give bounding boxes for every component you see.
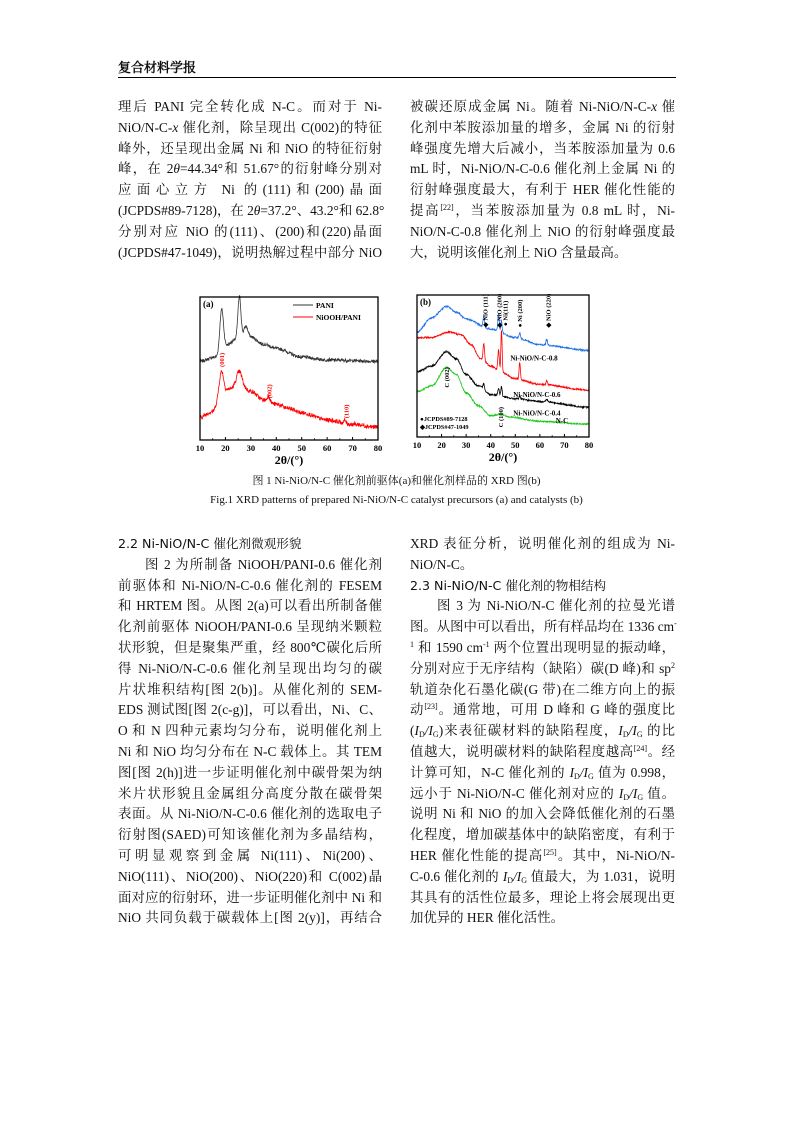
journal-header: 复合材料学报: [118, 61, 197, 76]
legend-label: NiOOH/PANI: [316, 313, 361, 322]
paragraph-line: 理后 PANI 完全转化成 N-C。而对于 Ni-: [118, 99, 382, 114]
paragraph-line: 被碳还原成金属 Ni。随着 Ni-NiO/N-C-x 催: [410, 99, 675, 114]
paragraph-line: 值越大，说明碳材料的缺陷程度越高[24]。经: [410, 744, 676, 759]
paragraph-line: XRD 表征分析，说明催化剂的组成为 Ni-: [410, 536, 675, 551]
paragraph-line: 动[23]。通常地，可用 D 峰和 G 峰的强度比: [410, 702, 675, 718]
x-tick-label: 10: [195, 443, 205, 453]
series-label: Ni-NiO/N-C-0.8: [510, 354, 558, 363]
paragraph-line: 大，说明该催化剂上 NiO 含量最高。: [410, 244, 628, 260]
peak-marker: ●: [502, 320, 510, 327]
paragraph-line: 图 3 为 Ni-NiO/N-C 催化剂的拉曼光谱: [437, 598, 675, 614]
italic-symbol: x: [172, 119, 179, 135]
superscript: [24]: [633, 744, 648, 753]
subscript: D: [623, 792, 630, 802]
italic-symbol: θ: [173, 161, 180, 177]
x-tick-label: 30: [461, 440, 471, 450]
peak-label: NiO (200): [496, 293, 504, 321]
legend-text: JCPDS#89-7128: [423, 416, 468, 423]
legend-marker: ●: [420, 416, 424, 423]
legend-entry: [420, 416, 468, 423]
subscript: G: [637, 792, 644, 802]
paragraph-line: 峰，在 2θ=44.34°和 51.67°的衍射峰分别对: [118, 161, 382, 177]
superscript: [22]: [440, 203, 454, 212]
section-heading-2-3: 2.3 Ni-NiO/N-C 催化剂的物相结构: [410, 577, 607, 593]
paragraph-line: 说明 Ni 和 NiO 的加入会降低催化剂的石墨: [410, 806, 675, 822]
paragraph-line: O 和 N 四种元素均匀分布，说明催化剂上: [118, 723, 382, 739]
paragraph-line: 图[图 2(h)]进一步证明催化剂中碳骨架为纳: [118, 764, 382, 780]
figure-caption-en: Fig.1 XRD patterns of prepared Ni-NiO/N-C catalyst precursors (a) and catalysts (b): [210, 494, 583, 506]
paragraph-line: 化剂前驱体 NiOOH/PANI-0.6 呈现纳米颗粒: [118, 619, 382, 635]
paragraph-line: (JCPDS#89-7128)，在 2θ=37.2°、43.2°和 62.8°: [118, 203, 385, 218]
paragraph-line: NiO/N-C-x 催化剂，除呈现出 C(002)的特征: [118, 119, 382, 135]
italic-symbol: /I: [513, 868, 522, 884]
paragraph-line: 加优异的 HER 催化活性。: [410, 910, 564, 926]
figure-caption-cn: 图 1 Ni-NiO/N-C 催化剂前驱体(a)和催化剂样品的 XRD 图(b): [252, 475, 541, 487]
peak-annotation: [482, 294, 489, 328]
italic-symbol: x: [651, 99, 658, 114]
paragraph-line: $(I_D/I_G)$来表征碳材料的缺陷程度，$I_D/I_G$ 的比: [410, 723, 675, 740]
peak-label: Ni (200): [517, 299, 525, 322]
paragraph-line: 分别对应 NiO 的(111)、(200)和(220)晶面: [118, 223, 382, 239]
legend-label: PANI: [316, 301, 334, 310]
italic-symbol: θ: [253, 203, 261, 218]
peak-annotation: [219, 353, 226, 367]
peak-label: C (002): [443, 367, 451, 388]
peak-label: (110): [343, 404, 351, 419]
peak-marker: ◆: [496, 320, 504, 328]
paragraph-line: 其具有的活性位最多，理论上将会展现出更: [410, 889, 675, 905]
peak-marker: ◆: [545, 320, 553, 328]
peak-label: C (100): [497, 406, 505, 428]
italic-symbol: /I: [579, 764, 588, 780]
paragraph-line: 米片状形貌且金属组分高度分散在碳骨架: [118, 785, 382, 801]
header-rule: [118, 77, 676, 78]
italic-symbol: /I: [629, 785, 638, 801]
italic-symbol: /I: [424, 723, 433, 739]
subscript: G: [521, 875, 528, 885]
x-tick-label: 20: [437, 440, 446, 450]
paragraph-line: 提高[22]，当苯胺添加量为 0.8 mL 时，Ni-: [410, 203, 675, 218]
paragraph-line: 分别对应于无序结构（缺陷）碳(D 峰)和 $sp^2$: [410, 660, 675, 676]
peak-label: (002): [266, 384, 274, 399]
superscript: [25]: [543, 848, 557, 857]
legend-entry: [419, 424, 469, 431]
x-axis-title: 2θ/(°): [274, 453, 304, 467]
paragraph-line: 化剂中苯胺添加量的增多，金属 Ni 的衍射: [410, 119, 675, 135]
paragraph-line: 轨道杂化石墨化碳(G 带)在二维方向上的振: [410, 681, 675, 697]
x-tick-label: 80: [373, 443, 383, 453]
peak-label: (001): [218, 352, 226, 367]
x-tick-label: 80: [584, 440, 594, 450]
paragraph-line: mL 时，Ni-NiO/N-C-0.6 催化剂上金属 Ni 的: [410, 161, 675, 177]
italic-symbol: I: [414, 723, 419, 739]
series-label: Ni-NiO/N-C-0.4: [513, 409, 561, 418]
peak-annotation: [444, 367, 451, 387]
paragraph-line: EDS 测试图[图 2(c-g)]，可以看出，Ni、C、: [118, 702, 382, 718]
x-tick-label: 50: [297, 443, 306, 453]
paragraph-line: NiO 共同负载于碳载体上[图 2(y)]，再结合: [118, 910, 382, 926]
italic-symbol: I: [502, 868, 508, 884]
paragraph-line: 得 Ni-NiO/N-C-0.6 催化剂呈现出均匀的碳: [118, 660, 382, 676]
paragraph-line: 图。从图中可以看出，所有样品均在 1336 cm-: [410, 619, 677, 635]
panel-label: (b): [420, 297, 431, 307]
peak-annotation: [498, 407, 505, 427]
subscript: D: [622, 730, 629, 740]
paragraph-line: NiO/N-C。: [410, 556, 474, 572]
paragraph-line: 和 HRTEM 图。从图 2(a)可以看出所制备催: [118, 598, 382, 614]
legend-text: JCPDS#47-1049: [424, 424, 469, 431]
paragraph-line: 状形貌，但是聚集严重，经 800℃碳化后所: [118, 640, 382, 655]
paragraph-line: NiO/N-C-0.8 催化剂上 NiO 的衍射峰强度最: [410, 223, 675, 239]
paragraph-line: NiO(111)、NiO(200)、NiO(220)和 C(002)晶: [118, 868, 382, 884]
series-label: Ni-NiO/N-C-0.6: [513, 391, 561, 400]
peak-label: NiO (111): [482, 294, 490, 321]
paragraph-line: Ni 和 NiO 均匀分布在 N-C 载体上。其 TEM: [118, 744, 382, 759]
peak-marker: ●: [517, 321, 525, 328]
paragraph-line: 计算可知，N-C 催化剂的 $I_D/I_G$ 值为 0.998，: [410, 764, 675, 781]
paragraph-line: 可明显观察到金属 Ni(111)、Ni(200)、: [118, 848, 382, 863]
subscript: D: [507, 875, 514, 885]
x-tick-label: 70: [560, 440, 569, 450]
subscript: D: [574, 771, 580, 781]
subscript: D: [418, 730, 425, 740]
paragraph-line: 峰外，还呈现出金属 Ni 和 NiO 的特征衍射: [118, 140, 382, 156]
paragraph-line: 面对应的衍射环，进一步证明催化剂中 Ni 和: [118, 889, 382, 905]
series-line-ni-nio-n-c-0-4: [417, 351, 589, 408]
italic-symbol: I: [569, 764, 575, 780]
panel-label: (a): [203, 299, 214, 309]
legend-marker: ◆: [420, 424, 425, 431]
series-line-pani: [200, 296, 378, 363]
peak-annotation: [266, 384, 273, 398]
x-tick-label: 40: [272, 443, 281, 453]
x-tick-label: 30: [246, 443, 256, 453]
peak-annotation: [344, 405, 351, 419]
series-line-niooh-pani: [200, 370, 378, 429]
peak-annotation: [545, 294, 552, 329]
subscript: G: [432, 730, 439, 740]
x-tick-label: 60: [535, 440, 545, 450]
subscript: G: [588, 771, 594, 781]
peak-annotation: [503, 301, 510, 326]
xrd-chart-b: [400, 285, 605, 470]
superscript: 2: [671, 660, 675, 670]
x-axis-title: 2θ/(°): [488, 450, 518, 464]
superscript: -1: [483, 640, 490, 649]
paragraph-line: 远小于 Ni-NiO/N-C 催化剂对应的 $I_D/I_G$ 值。: [410, 785, 675, 802]
x-tick-label: 50: [511, 440, 520, 450]
paragraph-line: 化程度，增加碳基体中的缺陷密度，有利于: [410, 827, 675, 843]
paragraph-line: HER 催化性能的提高[25]。其中，Ni-NiO/N-: [410, 848, 675, 863]
peak-label: Ni(111): [502, 300, 510, 321]
paragraph-line: C-0.6 催化剂的 $I_D/I_G$ 值最大，为 1.031，说明: [410, 868, 676, 885]
italic-symbol: I: [618, 723, 623, 739]
peak-label: NiO (220): [545, 293, 553, 321]
paragraph-line: 应面心立方 Ni 的(111)和(200)晶面: [118, 182, 382, 198]
paragraph-line: 前驱体和 Ni-NiO/N-C-0.6 催化剂的 FESEM: [118, 577, 382, 593]
superscript: -: [674, 619, 677, 629]
paragraph-line: 衍射图(SAED)可知该催化剂为多晶结构，: [118, 827, 382, 843]
paragraph-line: 图 2 为所制备 NiOOH/PANI-0.6 催化剂: [145, 556, 382, 572]
paragraph-line: $^1$ 和 1590 $cm^{-1}$ 两个位置出现明显的振动峰，: [410, 640, 675, 655]
superscript: 1: [410, 640, 414, 649]
series-line-ni-nio-n-c-0-6: [417, 330, 589, 391]
section-heading-2-2: 2.2 Ni-NiO/N-C 催化剂微观形貌: [118, 536, 302, 551]
x-tick-label: 60: [322, 443, 332, 453]
paragraph-line: 表面。从 Ni-NiO/N-C-0.6 催化剂的选取电子: [118, 806, 382, 822]
paragraph-line: 片状堆积结构[图 2(b)]。从催化剂的 SEM-: [118, 681, 382, 697]
subscript: G: [636, 730, 643, 740]
italic-symbol: /I: [628, 723, 637, 739]
x-tick-label: 40: [486, 440, 495, 450]
paragraph-line: 衍射峰强度最大，有利于 HER 催化性能的: [410, 182, 675, 198]
x-tick-label: 70: [348, 443, 357, 453]
paragraph-line: (JCPDS#47-1049)，说明热解过程中部分 NiO: [118, 244, 382, 260]
x-tick-label: 10: [412, 440, 422, 450]
paragraph-line: 峰强度先增大后减小，当苯胺添加量为 0.6: [410, 140, 675, 156]
x-tick-label: 20: [221, 443, 230, 453]
xrd-chart-a: [185, 285, 400, 470]
italic-symbol: I: [618, 785, 624, 801]
superscript: [23]: [424, 702, 438, 712]
peak-annotation: [517, 300, 524, 328]
peak-marker: ◆: [482, 320, 490, 328]
series-label: N-C: [555, 416, 569, 425]
